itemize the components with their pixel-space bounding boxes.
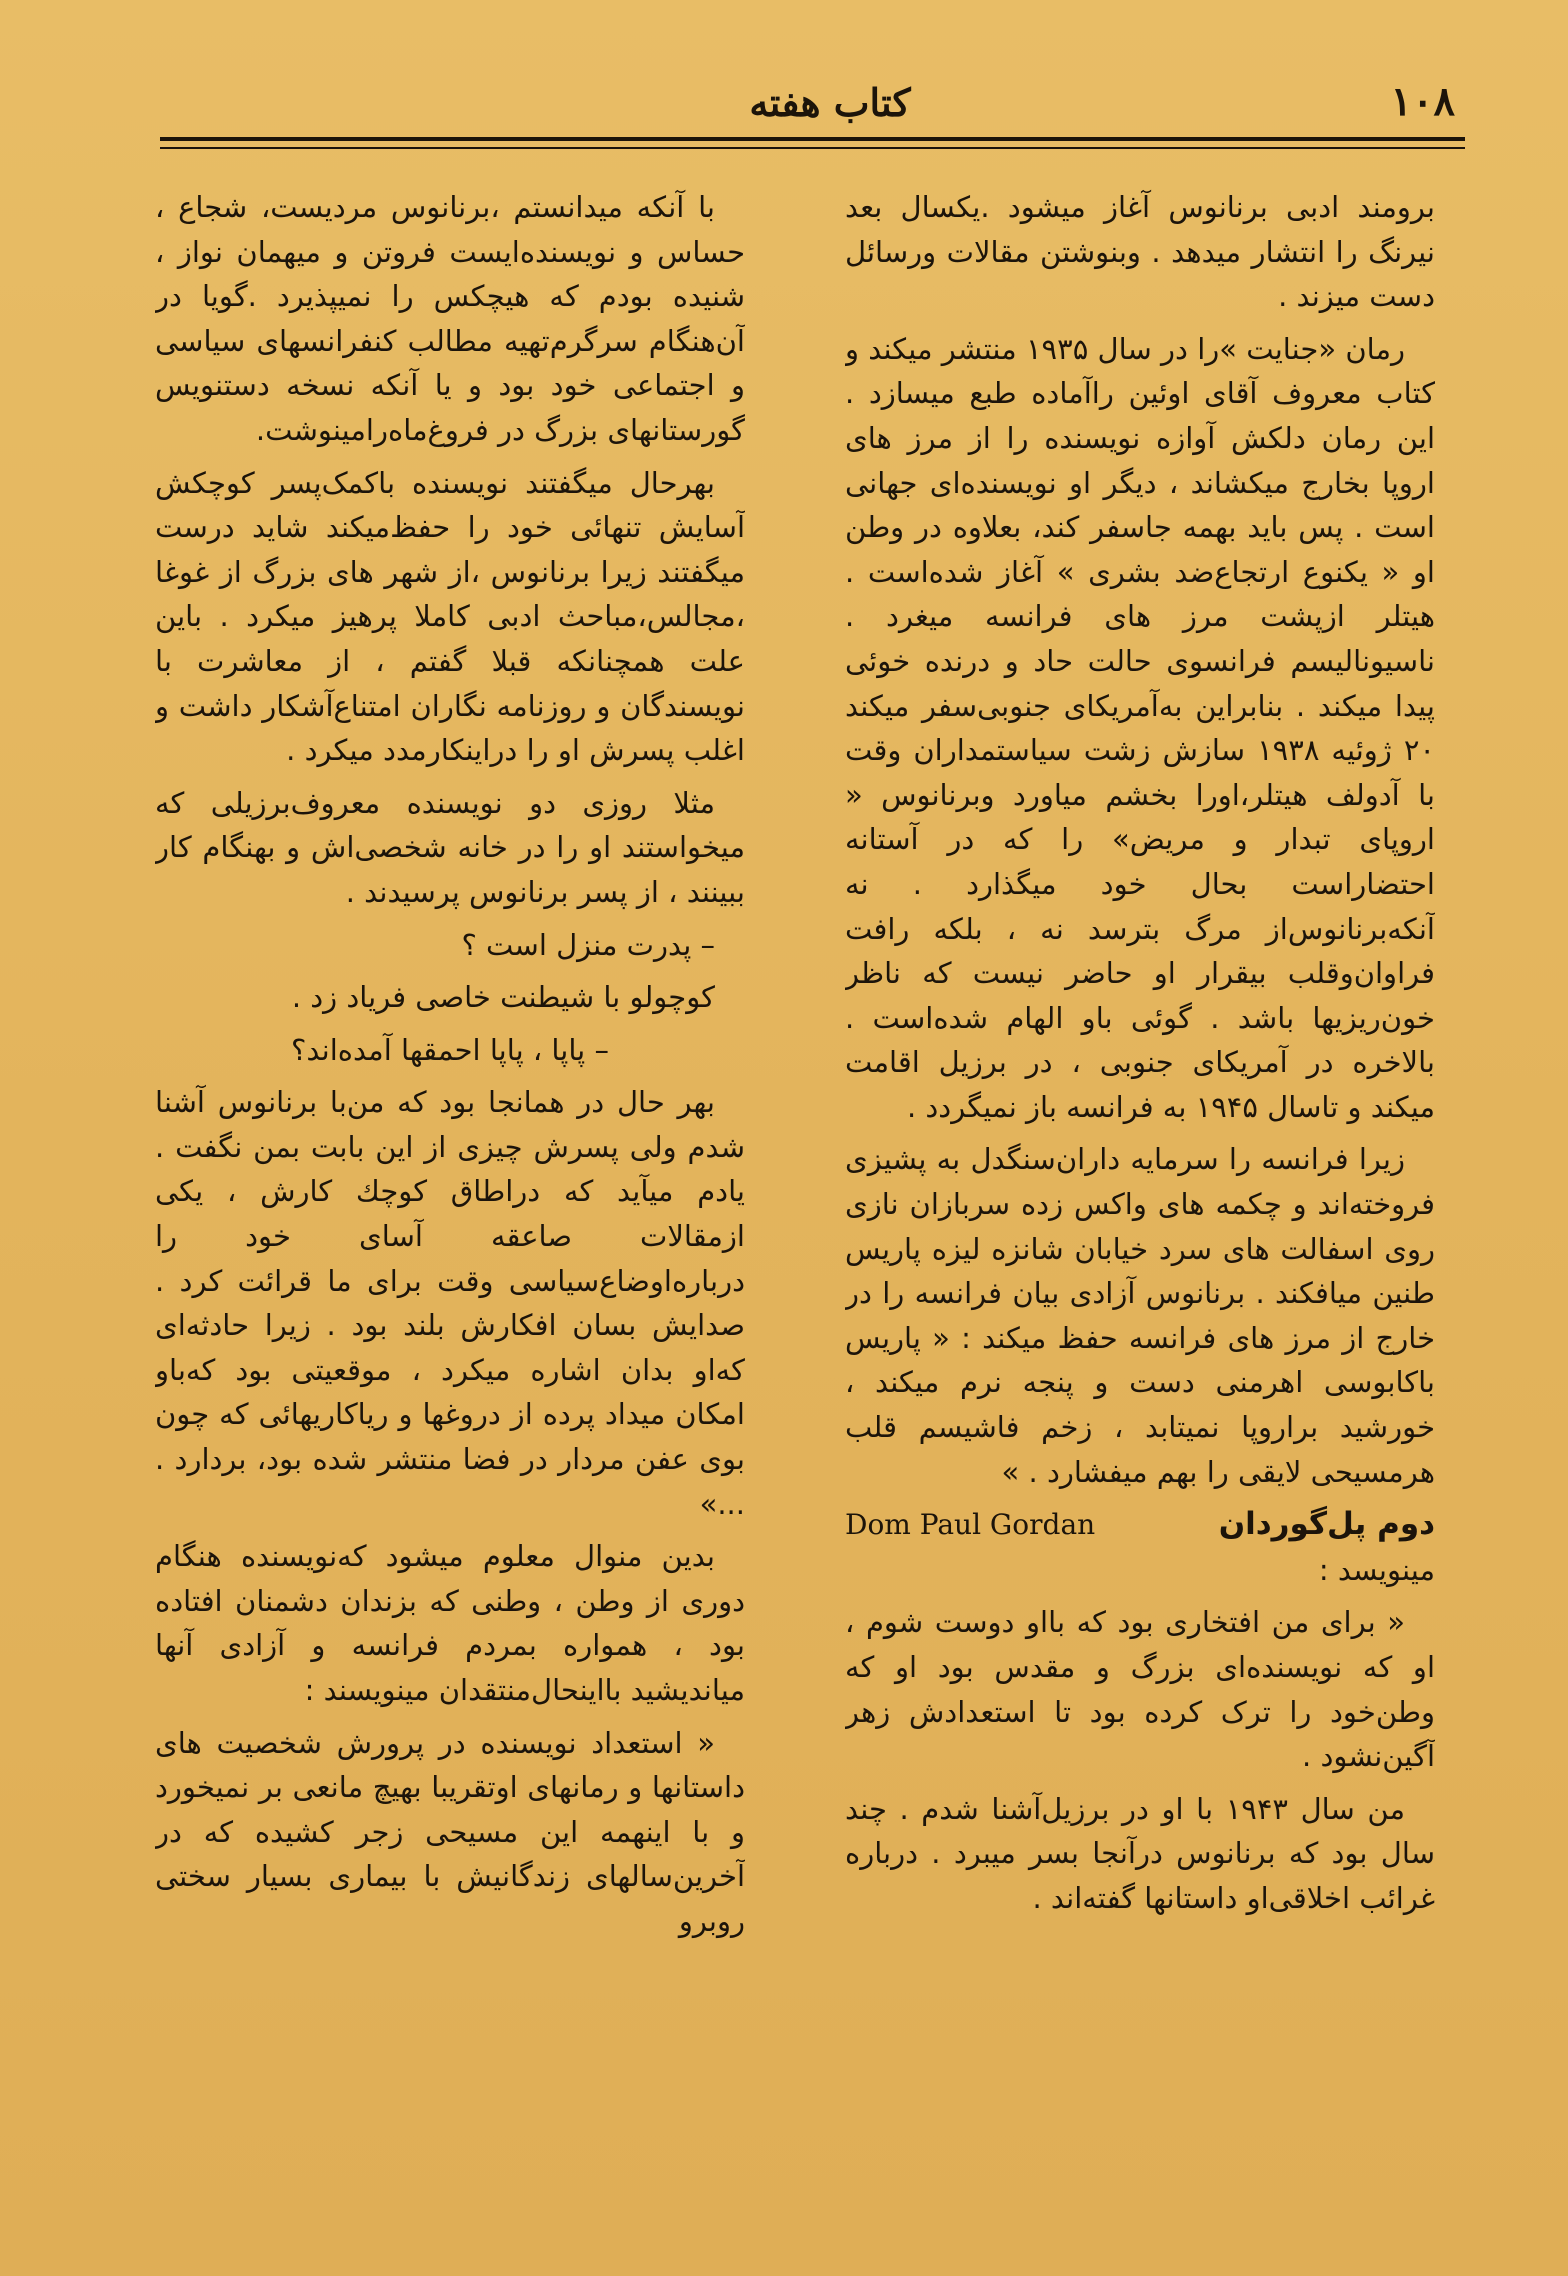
paragraph: زیرا فرانسه را سرمایه داران‌سنگدل به پشیزی فروخته‌اند و چکمه های واکس زده سربازان نازی روی اسفالت های سرد خیابان شانزه لیزه پاریس طنین میافکند . برنانوس آزادی بیان فرانسه را در خارج از مرز های فرانسه حفظ میکند : « پاریس باکابوسی اهرمنی دست و پنجه نرم میکند ، خورشید براروپا نمیتابد ، زخم فاشیسم قلب هرمسیحی لایقی را بهم میفشارد . »	[845, 1142, 1435, 1489]
paragraph: من سال ۱۹۴۳ با او در برزیل‌آشنا شدم . چند سال بود که برنانوس درآنجا بسر میبرد . درباره غرائب اخلاقی‌او داستانها گفته‌اند .	[845, 1791, 1435, 1915]
header-rule	[160, 137, 1465, 149]
paragraph: بدین منوال معلوم میشود که‌نویسنده هنگام دوری از وطن ، وطنی که بزندان دشمنان افتاده بود ، همواره بمردم فرانسه و آزادی آنها میاندیشید بااینحال‌منتقدان مینویسند :	[155, 1539, 745, 1707]
paragraph: با آنکه میدانستم ،برنانوس مردیست، شجاع ، حساس و نویسنده‌ایست فروتن و میهمان نواز ، شنیده بودم که هیچکس را نمیپذیرد .گویا در آن‌هنگام سرگرم‌تهیه مطالب کنفرانسهای سیاسی و اجتماعی خود بود و یا آنکه نسخه دستنویس گورستانهای بزرگ در فروغ‌ماه‌رامینوشت.	[155, 190, 745, 447]
paragraph: رمان «جنایت »را در سال ۱۹۳۵ منتشر میکند و کتاب معروف آقای اوئین راآماده طبع میسازد . این رمان دلکش آوازه نویسنده را از مرز های اروپا بخارج میکشاند ، دیگر او نویسنده‌ای جهانی است . پس باید بهمه جاسفر کند، بعلاوه در وطن او « یکنوع ارتجاع‌ضد بشری » آغاز شده‌است . هیتلر ازپشت مرز های فرانسه میغرد . ناسیونالیسم فرانسوی حالت حاد و درنده خوئی پیدا میکند . بنابراین به‌آمریکای جنوبی‌سفر میکند ۲۰ ژوئیه ۱۹۳۸ سازش زشت سیاستمداران وقت با آدولف هیتلر،اورا بخشم میاورد وبرنانوس « اروپای تبدار و مریض» را که در آستانه احتضاراست بحال خود میگذارد . نه آنکه‌برنانوس‌از مرگ بترسد نه ، بلکه رافت فراوان‌وقلب بیقرار او حاضر نیست که ناظر خون‌ریزیها باشد . گوئی باو الهام شده‌است . بالاخره در آمریکای جنوبی ، در برزیل اقامت میکند و تاسال ۱۹۴۵ به فرانسه باز نمیگردد .	[845, 331, 1435, 1124]
right-column	[845, 185, 1435, 2245]
dialogue-line: – پاپا ، پاپا احمقها آمده‌اند؟	[291, 1032, 609, 1067]
running-header: کتاب هفته	[749, 80, 911, 125]
dialogue-line: – پدرت منزل است ؟	[461, 927, 715, 962]
paragraph: بهر حال در همانجا بود که من‌با برنانوس آشنا شدم ولی پسرش چیزی از این بابت بمن نگفت . یادم میآید که دراطاق کوچك کارش ، یکی ازمقالات صاعقه آسای خود را درباره‌اوضاع‌سیاسی وقت برای ما قرائت کرد . صدایش بسان افکارش بلند بود . زیرا حادثه‌ای که‌او بدان اشاره میکرد ، موقعیتی بود که‌باو امکان میداد پرده از دروغها و ریاکاریهائی که چون بوی عفن مردار در فضا منتشر شده بود، بردارد . ...»	[155, 1085, 745, 1521]
paragraph: مثلا روزی دو نویسنده معروف‌برزیلی که میخواستند او را در خانه شخصی‌اش و بهنگام کار ببینند ، از پسر برنانوس پرسیدند .	[155, 785, 745, 909]
paragraph: برومند ادبی برنانوس آغاز میشود .یکسال بعد نیرنگ را انتشار میدهد . وبنوشتن مقالات ورسائل دست میزند .	[845, 190, 1435, 314]
quote-paragraph: « استعداد نویسنده در پرورش شخصیت های داستانها و رمانهای اوتقریبا بهیچ مانعی بر نمیخورد و با اینهمه این مسیحی زجر کشیده که در آخرین‌سالهای زندگانیش با بیماری بسیار سختی روبرو	[155, 1725, 745, 1938]
left-column	[155, 185, 745, 2245]
paragraph: مینویسد :	[1318, 1552, 1435, 1587]
byline	[845, 1502, 1435, 1548]
byline-persian: دوم پل‌گوردان	[1218, 1506, 1435, 1543]
paragraph: کوچولو با شیطنت خاصی فریاد زد .	[291, 980, 715, 1015]
byline-latin: Dom Paul Gordan	[845, 1508, 1096, 1542]
page-number: ۱۰۸	[1390, 78, 1455, 125]
paragraph: بهرحال میگفتند نویسنده باکمک‌پسر کوچکش آسایش تنهائی خود را حفظ‌میکند شاید درست میگفتند زیرا برنانوس ،از شهر های بزرگ از غوغا ،مجالس،مباحث ادبی کاملا پرهیز میکرد . باین علت همچنانکه قبلا گفتم ، از معاشرت با نویسندگان و روزنامه نگاران امتناع‌آشکار داشت و اغلب پسرش او را دراینکارمدد میکرد .	[155, 465, 745, 768]
quote-paragraph: « برای من افتخاری بود که بااو دوست شوم ، او که نویسنده‌ای بزرگ و مقدس بود او که وطن‌خود را ترک کرده بود تا استعدادش زهر آگین‌نشود .	[845, 1605, 1435, 1774]
